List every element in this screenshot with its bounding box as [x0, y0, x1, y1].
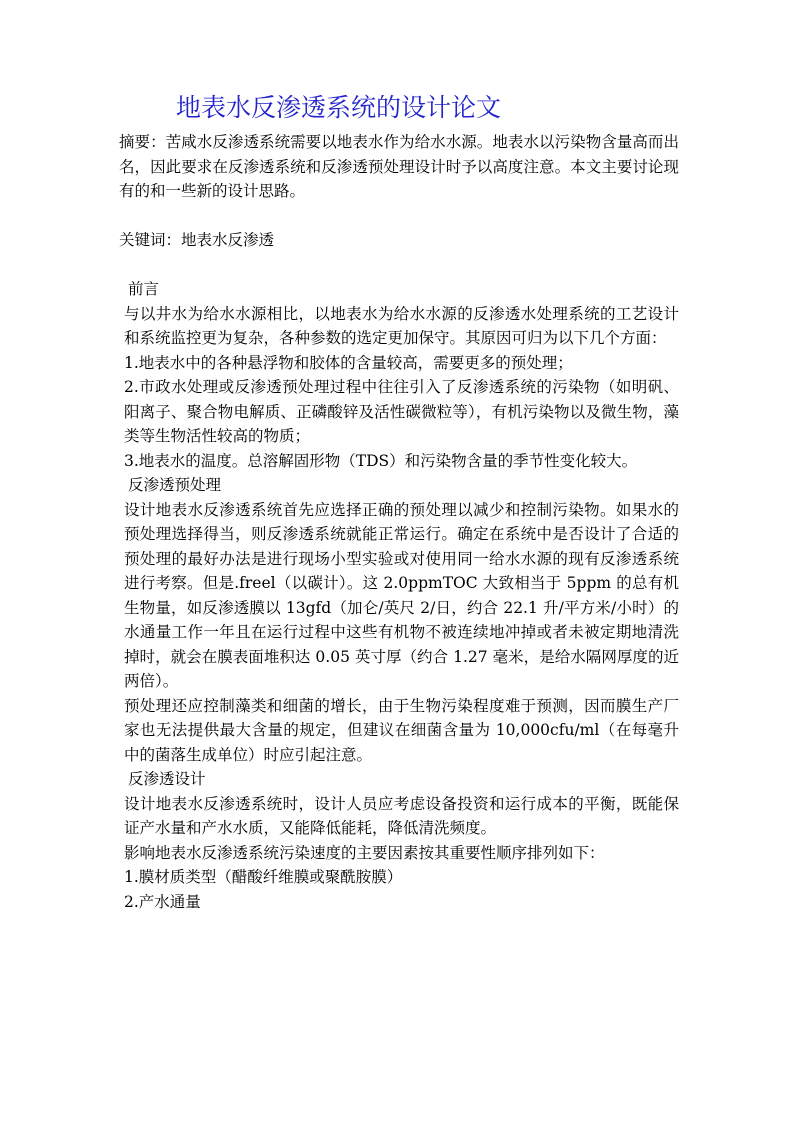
- keywords-line: 关键词：地表水反渗透: [119, 231, 275, 249]
- intro-paragraph: 与以井水为给水水源相比，以地表水为给水水源的反渗透水处理系统的工艺设计和系统监控更为复杂，各种参数的选定更加保守。其原因可归为以下几个方面：: [124, 304, 679, 347]
- spacer: [119, 204, 679, 229]
- pretreatment-paragraph-1: 设计地表水反渗透系统首先应选择正确的预处理以减少和控制污染物。如果水的预处理选择得当，则反渗透系统就能正常运行。确定在系统中是否设计了合适的预处理的最好办法是进行现场小型实验或对使用同一给水水源的现有反渗透系统进行考察。但是.freel（以碳计）。这 2.0ppmTOC 大致相当于 5ppm 的总有机生物量，如反渗透膜以 13gfd（加仑/英尺 2/日，约合 22.1 升/平方米/小时）的水通量工作一年且在运行过程中这些有机物不被连续地冲掉或者未被定期地清洗掉时，就会在膜表面堆积达 0.05 英寸厚（约合 1.27 毫米，是给水隔网厚度的近两倍）。: [124, 500, 679, 690]
- design-list-item-1: 1.膜材质类型（醋酸纤维膜或聚酰胺膜）: [124, 868, 403, 886]
- section-heading-intro: 前言: [128, 280, 160, 298]
- section-heading-design: 反渗透设计: [128, 770, 206, 788]
- design-list-item-2: 2.产水通量: [124, 892, 201, 911]
- section-heading-pretreatment: 反渗透预处理: [128, 476, 222, 494]
- abstract-paragraph: 摘要：苦咸水反渗透系统需要以地表水作为给水水源。地表水以污染物含量高而出名，因此要求在反渗透系统和反渗透预处理设计时予以高度注意。本文主要讨论现有的和一些新的设计思路。: [119, 133, 679, 200]
- document-body: [119, 130, 679, 914]
- intro-list-item-2: 2.市政水处理或反渗透预处理过程中往往引入了反渗透系统的污染物（如明矾、阳离子、聚合物电解质、正磷酸锌及活性碳微粒等），有机污染物以及微生物，藻类等生物活性较高的物质；: [124, 378, 679, 445]
- page-title: 地表水反渗透系统的设计论文: [176, 93, 502, 122]
- pretreatment-paragraph-2: 预处理还应控制藻类和细菌的增长，由于生物污染程度难于预测，因而膜生产厂家也无法提供最大含量的规定，但建议在细菌含量为 10,000cfu/ml（在每毫升中的菌落生成单位）时应引起注意。: [124, 696, 679, 764]
- design-paragraph-2: 影响地表水反渗透系统污染速度的主要因素按其重要性顺序排列如下：: [124, 843, 605, 862]
- intro-list-item-3: 3.地表水的温度。总溶解固形物（TDS）和污染物含量的季节性变化较大。: [124, 451, 638, 470]
- design-paragraph-1: 设计地表水反渗透系统时，设计人员应考虑设备投资和运行成本的平衡，既能保证产水量和产水水质，又能降低能耗，降低清洗频度。: [124, 794, 679, 837]
- spacer: [119, 253, 679, 278]
- intro-list-item-1: 1.地表水中的各种悬浮物和胶体的含量较高，需要更多的预处理；: [124, 353, 573, 372]
